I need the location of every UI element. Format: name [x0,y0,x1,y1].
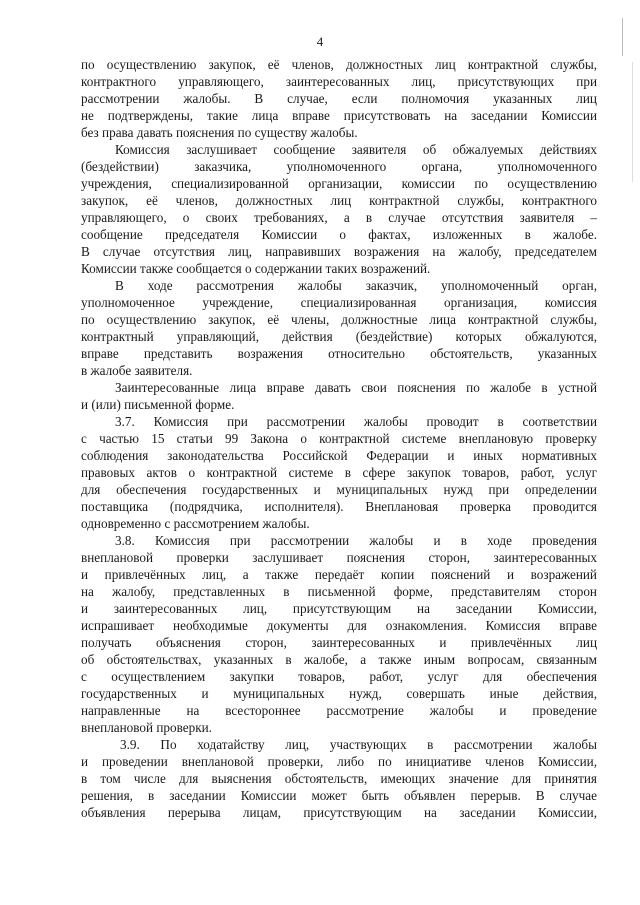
text-line: решения, в заседании Комиссии может быть объявлен перерыв. В случае [81,788,597,803]
scan-edge-mark [632,62,633,182]
text-line: для обеспечения государственных и муниципальных нужд при определении [81,482,597,497]
text-line: в том числе для выяснения обстоятельств, имеющих значение для принятия [81,771,597,786]
text-line: правовых актов о контрактной системе в сфере закупок товаров, работ, услуг [81,465,597,480]
text-line: закупок, её членов, должностных лиц контрактной службы, контрактного [81,193,597,208]
text-line: Комиссия заслушивает сообщение заявителя об обжалуемых действиях [115,142,597,157]
text-line: Комиссии также сообщается о содержании таких возражений. [81,261,431,276]
text-line: 3.8. Комиссия при рассмотрении жалобы и в ходе проведения [115,533,597,548]
text-line: Заинтересованные лица вправе давать свои пояснения по жалобе в устной [115,380,597,395]
text-line: без права давать пояснения по существу жалобы. [81,125,358,140]
page-number: 4 [316,34,324,49]
text-line: учреждения, специализированной организации, комиссии по осуществлению [81,176,597,191]
text-line: государственных и муниципальных нужд, совершать иные действия, [81,686,597,701]
text-line: направленные на всестороннее рассмотрение жалобы и проведение [81,703,597,718]
text-line: в жалобе заявителя. [81,363,193,378]
text-line: контрактный управляющий, действия (бездействие) которых обжалуются, [81,329,597,344]
text-line: объявления перерыва лицам, присутствующим на заседании Комиссии, [81,805,597,820]
text-line: получать объяснения сторон, заинтересованных и привлечённых лиц [81,635,597,650]
scan-edge-mark [622,18,623,56]
text-line: не подтверждены, такие лица вправе присутствовать на заседании Комиссии [81,108,597,123]
text-line: на жалобу, представленных в письменной форме, представителям сторон [81,584,597,599]
text-line: и (или) письменной форме. [81,397,235,412]
text-line: по осуществлению закупок, её члены, должностные лица контрактной службы, [81,312,597,327]
text-line: управляющего, о своих требованиях, а в случае отсутствия заявителя – [81,210,597,225]
text-line: соблюдения законодательства Российской Федерации и иных нормативных [81,448,597,463]
text-line: рассмотрении жалобы. В случае, если полномочия указанных лиц [81,91,597,106]
text-line: и привлечённых лиц, а также передаёт копии пояснений и возражений [81,567,597,582]
text-line: об обстоятельствах, указанных в жалобе, а также иным вопросам, связанным [81,652,597,667]
text-line: В ходе рассмотрения жалобы заказчик, уполномоченный орган, [115,278,597,293]
text-line: с частью 15 статьи 99 Закона о контрактной системе внеплановую проверку [81,431,597,446]
text-line: и заинтересованных лиц, присутствующим на заседании Комиссии, [81,601,597,616]
text-line: В случае отсутствия лиц, направивших возражения на жалобу, председателем [81,244,597,259]
document-body [81,56,597,821]
text-line: испрашивает необходимые документы для ознакомления. Комиссия вправе [81,618,597,633]
text-line: вправе представить возражения относительно обстоятельств, указанных [81,346,597,361]
text-line: поставщика (подрядчика, исполнителя). Внеплановая проверка проводится [81,499,597,514]
text-line: и проведении внеплановой проверки, либо по инициативе членов Комиссии, [81,754,597,769]
text-line: сообщение председателя Комиссии о фактах, изложенных в жалобе. [81,227,597,242]
text-line: 3.7. Комиссия при рассмотрении жалобы проводит в соответствии [115,414,597,429]
text-line: (бездействии) заказчика, уполномоченного органа, уполномоченного [81,159,597,174]
text-line: внеплановой проверки заслушивает пояснения сторон, заинтересованных [81,550,597,565]
text-line: по осуществлению закупок, её членов, должностных лиц контрактной службы, [81,57,597,72]
text-line: одновременно с рассмотрением жалобы. [81,516,310,531]
text-line: с осуществлением закупки товаров, работ, услуг для обеспечения [81,669,597,684]
text-line: внеплановой проверки. [81,720,212,735]
text-line: контрактного управляющего, заинтересованных лиц, присутствующих при [81,74,597,89]
text-line: уполномоченное учреждение, специализированная организация, комиссия [81,295,597,310]
text-line: 3.9. По ходатайству лиц, участвующих в рассмотрении жалобы [120,737,597,752]
